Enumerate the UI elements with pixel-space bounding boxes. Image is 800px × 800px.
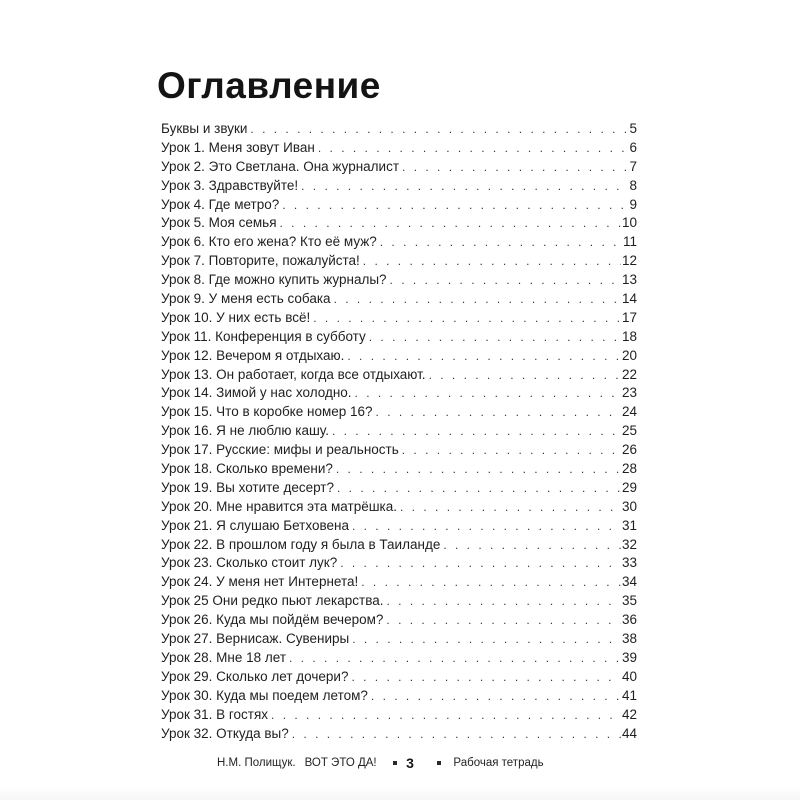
toc-entry-label: Урок 11. Конференция в субботу — [161, 328, 366, 344]
toc-entry — [161, 196, 637, 215]
toc-entry — [161, 177, 637, 196]
toc-leader-dots — [355, 384, 621, 403]
toc-leader-dots — [301, 177, 628, 196]
toc-entry-label: Урок 7. Повторите, пожалуйста! — [161, 253, 360, 269]
toc-leader-dots — [332, 422, 621, 441]
toc-entry-page: 24 — [621, 404, 637, 420]
toc-entry — [161, 573, 637, 592]
toc-entry-page: 38 — [621, 631, 637, 647]
toc-leader-dots — [386, 611, 621, 630]
toc-entry-label: Урок 24. У меня нет Интернета! — [161, 574, 359, 590]
toc-entry-page: 23 — [621, 385, 637, 401]
toc-entry-label: Урок 8. Где можно купить журналы? — [161, 272, 387, 288]
toc-entry-label: Урок 3. Здравствуйте! — [161, 177, 299, 193]
toc-entry-label: Урок 27. Вернисаж. Сувениры — [161, 631, 350, 647]
toc-entry-page: 18 — [621, 328, 637, 344]
toc-leader-dots — [337, 479, 621, 498]
toc-entry-label: Урок 16. Я не люблю кашу. — [161, 423, 329, 439]
toc-entry — [161, 611, 637, 630]
toc-entry-page: 20 — [621, 347, 637, 363]
toc-entry — [161, 158, 637, 177]
toc-leader-dots — [369, 328, 621, 347]
toc-entry — [161, 668, 637, 687]
toc-entry — [161, 517, 637, 536]
toc-entry-label: Урок 25 Они редко пьют лекарства. — [161, 593, 384, 609]
toc-leader-dots — [271, 706, 621, 725]
toc-leader-dots — [250, 120, 628, 139]
toc-entry-page: 40 — [621, 668, 637, 684]
toc-entry — [161, 460, 637, 479]
toc-entry-page: 28 — [621, 461, 637, 477]
toc-leader-dots — [280, 214, 621, 233]
toc-entry — [161, 347, 637, 366]
toc-entry-label: Урок 19. Вы хотите десерт? — [161, 479, 334, 495]
toc-entry-label: Урок 5. Моя семья — [161, 215, 277, 231]
toc-entry — [161, 649, 637, 668]
toc-entry — [161, 592, 637, 611]
toc-leader-dots — [376, 403, 621, 422]
toc-entry — [161, 479, 637, 498]
toc-entry — [161, 498, 637, 517]
toc-leader-dots — [361, 573, 621, 592]
footer-separator-square-icon — [393, 761, 398, 766]
toc-entry-page: 34 — [621, 574, 637, 590]
toc-entry-page: 17 — [621, 309, 637, 325]
page-title: Оглавление — [157, 64, 381, 106]
toc-entry-page: 30 — [621, 498, 637, 514]
toc-entry-label: Буквы и звуки — [161, 121, 248, 136]
toc-entry-label: Урок 1. Меня зовут Иван — [161, 139, 315, 155]
toc-entry-label: Урок 17. Русские: мифы и реальность — [161, 442, 399, 458]
toc-entry-page: 11 — [622, 234, 637, 250]
toc-entry — [161, 290, 637, 309]
toc-entry-page: 25 — [621, 423, 637, 439]
toc-entry-label: Урок 30. Куда мы поедем летом? — [161, 687, 368, 703]
toc-entry-label: Урок 23. Сколько стоит лук? — [161, 555, 338, 571]
toc-entry-page: 41 — [621, 687, 637, 703]
toc-leader-dots — [402, 158, 628, 177]
toc-entry-page: 32 — [621, 536, 637, 552]
toc-leader-dots — [340, 554, 621, 573]
toc-entry-label: Урок 20. Мне нравится эта матрёшка. — [161, 498, 398, 514]
toc-list — [161, 120, 637, 743]
toc-leader-dots — [390, 271, 621, 290]
toc-entry — [161, 725, 637, 744]
toc-entry — [161, 214, 637, 233]
toc-leader-dots — [289, 649, 621, 668]
toc-entry — [161, 233, 637, 252]
toc-entry-label: Урок 22. В прошлом году я была в Таиланде — [161, 536, 441, 552]
toc-leader-dots — [429, 366, 621, 385]
footer-author: Н.М. Полищук. — [217, 757, 296, 769]
toc-entry — [161, 441, 637, 460]
toc-entry-label: Урок 9. У меня есть собака — [161, 291, 331, 307]
toc-entry-page: 13 — [621, 272, 637, 288]
toc-entry — [161, 630, 637, 649]
toc-leader-dots — [292, 725, 621, 744]
footer-separator-square-icon — [437, 761, 442, 766]
toc-entry-label: Урок 14. Зимой у нас холодно. — [161, 385, 352, 401]
toc-entry-page: 44 — [621, 725, 637, 741]
toc-entry-page: 6 — [629, 139, 637, 155]
toc-entry-page: 29 — [621, 479, 637, 495]
toc-entry-page: 10 — [621, 215, 637, 231]
toc-leader-dots — [387, 592, 621, 611]
toc-entry — [161, 536, 637, 555]
toc-entry-page: 39 — [621, 649, 637, 665]
toc-entry-label: Урок 2. Это Светлана. Она журналист — [161, 158, 400, 174]
toc-entry — [161, 252, 637, 271]
toc-entry — [161, 271, 637, 290]
toc-entry — [161, 139, 637, 158]
toc-entry — [161, 554, 637, 573]
toc-entry-label: Урок 18. Сколько времени? — [161, 461, 333, 477]
toc-leader-dots — [352, 517, 621, 536]
toc-entry-page: 35 — [621, 593, 637, 609]
footer-page-number: 3 — [406, 755, 414, 771]
toc-leader-dots — [347, 347, 621, 366]
toc-entry-label: Урок 29. Сколько лет дочери? — [161, 668, 349, 684]
toc-leader-dots — [352, 630, 621, 649]
toc-entry — [161, 403, 637, 422]
toc-entry-label: Урок 13. Он работает, когда все отдыхают. — [161, 366, 426, 382]
toc-entry-page: 36 — [621, 612, 637, 628]
toc-entry — [161, 706, 637, 725]
toc-entry-label: Урок 26. Куда мы пойдём вечером? — [161, 612, 384, 628]
toc-entry — [161, 120, 637, 139]
toc-leader-dots — [402, 441, 621, 460]
toc-entry-page: 22 — [621, 366, 637, 382]
toc-entry-label: Урок 15. Что в коробке номер 16? — [161, 404, 373, 420]
toc-entry-label: Урок 10. У них есть всё! — [161, 309, 311, 325]
toc-entry — [161, 687, 637, 706]
footer-book-title: ВОТ ЭТО ДА! — [304, 757, 377, 769]
toc-entry-label: Урок 21. Я слушаю Бетховена — [161, 517, 349, 533]
toc-entry-page: 9 — [629, 196, 637, 212]
toc-entry-label: Урок 12. Вечером я отдыхаю. — [161, 347, 345, 363]
toc-entry-page: 42 — [621, 706, 637, 722]
toc-leader-dots — [318, 139, 629, 158]
toc-leader-dots — [363, 252, 621, 271]
toc-entry-label: Урок 28. Мне 18 лет — [161, 649, 287, 665]
toc-entry-label: Урок 31. В гостях — [161, 706, 269, 722]
toc-leader-dots — [282, 196, 628, 215]
toc-entry-page: 14 — [621, 291, 637, 307]
toc-leader-dots — [351, 668, 621, 687]
toc-leader-dots — [371, 687, 621, 706]
toc-leader-dots — [336, 460, 621, 479]
toc-entry-page: 31 — [621, 517, 637, 533]
toc-entry-label: Урок 32. Откуда вы? — [161, 725, 289, 741]
toc-entry — [161, 309, 637, 328]
toc-entry-page: 5 — [629, 121, 637, 136]
toc-entry — [161, 422, 637, 441]
toc-entry-page: 12 — [621, 253, 637, 269]
toc-entry — [161, 384, 637, 403]
toc-leader-dots — [334, 290, 621, 309]
toc-leader-dots — [443, 536, 621, 555]
toc-entry-page: 26 — [621, 442, 637, 458]
toc-entry-label: Урок 6. Кто его жена? Кто её муж? — [161, 234, 377, 250]
toc-entry — [161, 366, 637, 385]
toc-entry-label: Урок 4. Где метро? — [161, 196, 280, 212]
toc-leader-dots — [380, 233, 622, 252]
toc-entry — [161, 328, 637, 347]
toc-leader-dots — [400, 498, 621, 517]
toc-leader-dots — [313, 309, 621, 328]
footer-subtitle: Рабочая тетрадь — [453, 757, 544, 769]
toc-entry-page: 7 — [629, 158, 637, 174]
page-footer — [217, 755, 544, 771]
toc-entry-page: 8 — [629, 177, 637, 193]
toc-entry-page: 33 — [621, 555, 637, 571]
